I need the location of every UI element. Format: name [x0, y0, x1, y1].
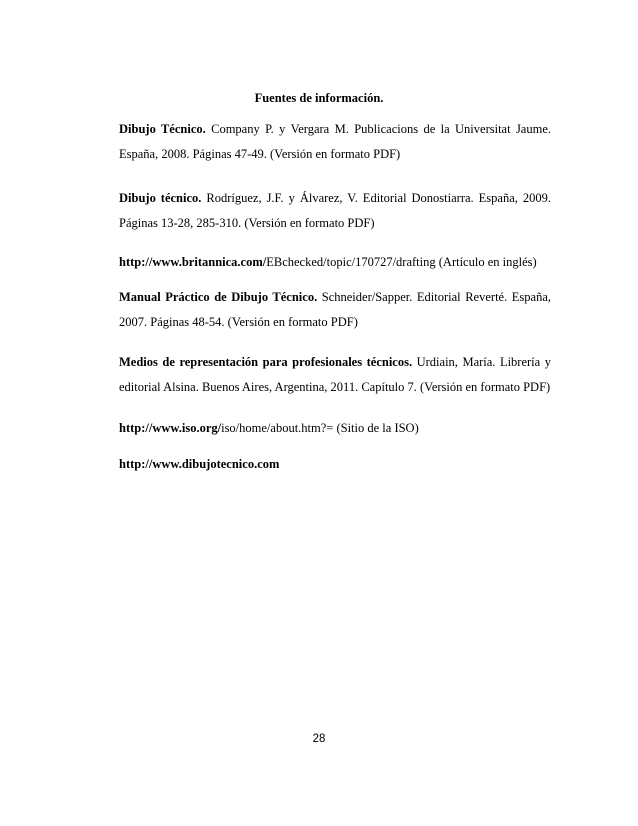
- reference-details: Schneider/Sapper. Editorial Reverté. España, 2007. Páginas 48-54. (Versión en formato PDF): [119, 290, 551, 329]
- reference-details: Rodríguez, J.F. y Álvarez, V. Editorial Donostiarra. España, 2009. Páginas 13-28, 285-310. (Versión en formato PDF): [119, 191, 551, 230]
- reference-details: EBchecked/topic/170727/drafting (Artículo en inglés): [266, 255, 537, 269]
- reference-link[interactable]: http://www.dibujotecnico.com: [119, 457, 280, 471]
- reference-entry: [119, 186, 551, 236]
- reference-entry: [119, 285, 551, 335]
- reference-entry: [119, 416, 551, 441]
- reference-entry: [119, 250, 551, 275]
- page-title: Fuentes de información.: [254, 91, 384, 105]
- reference-entry: [119, 452, 551, 477]
- reference-link[interactable]: http://www.iso.org/: [119, 421, 222, 435]
- reference-link[interactable]: http://www.britannica.com/: [119, 255, 267, 269]
- page-number: 28: [312, 733, 326, 745]
- reference-details: Company P. y Vergara M. Publicacions de la Universitat Jaume. España, 2008. Páginas 47-49. (Versión en formato PDF): [119, 122, 551, 161]
- reference-details: Urdiain, María. Librería y editorial Alsina. Buenos Aires, Argentina, 2011. Capítulo 7. (Versión en formato PDF): [119, 355, 551, 394]
- reference-title: Dibujo Técnico.: [119, 122, 206, 136]
- reference-entry: [119, 350, 551, 400]
- reference-title: Manual Práctico de Dibujo Técnico.: [119, 290, 318, 304]
- reference-details: iso/home/about.htm?= (Sitio de la ISO): [221, 421, 419, 435]
- reference-title: Medios de representación para profesionales técnicos.: [119, 355, 413, 369]
- reference-entry: [119, 117, 551, 167]
- reference-title: Dibujo técnico.: [119, 191, 202, 205]
